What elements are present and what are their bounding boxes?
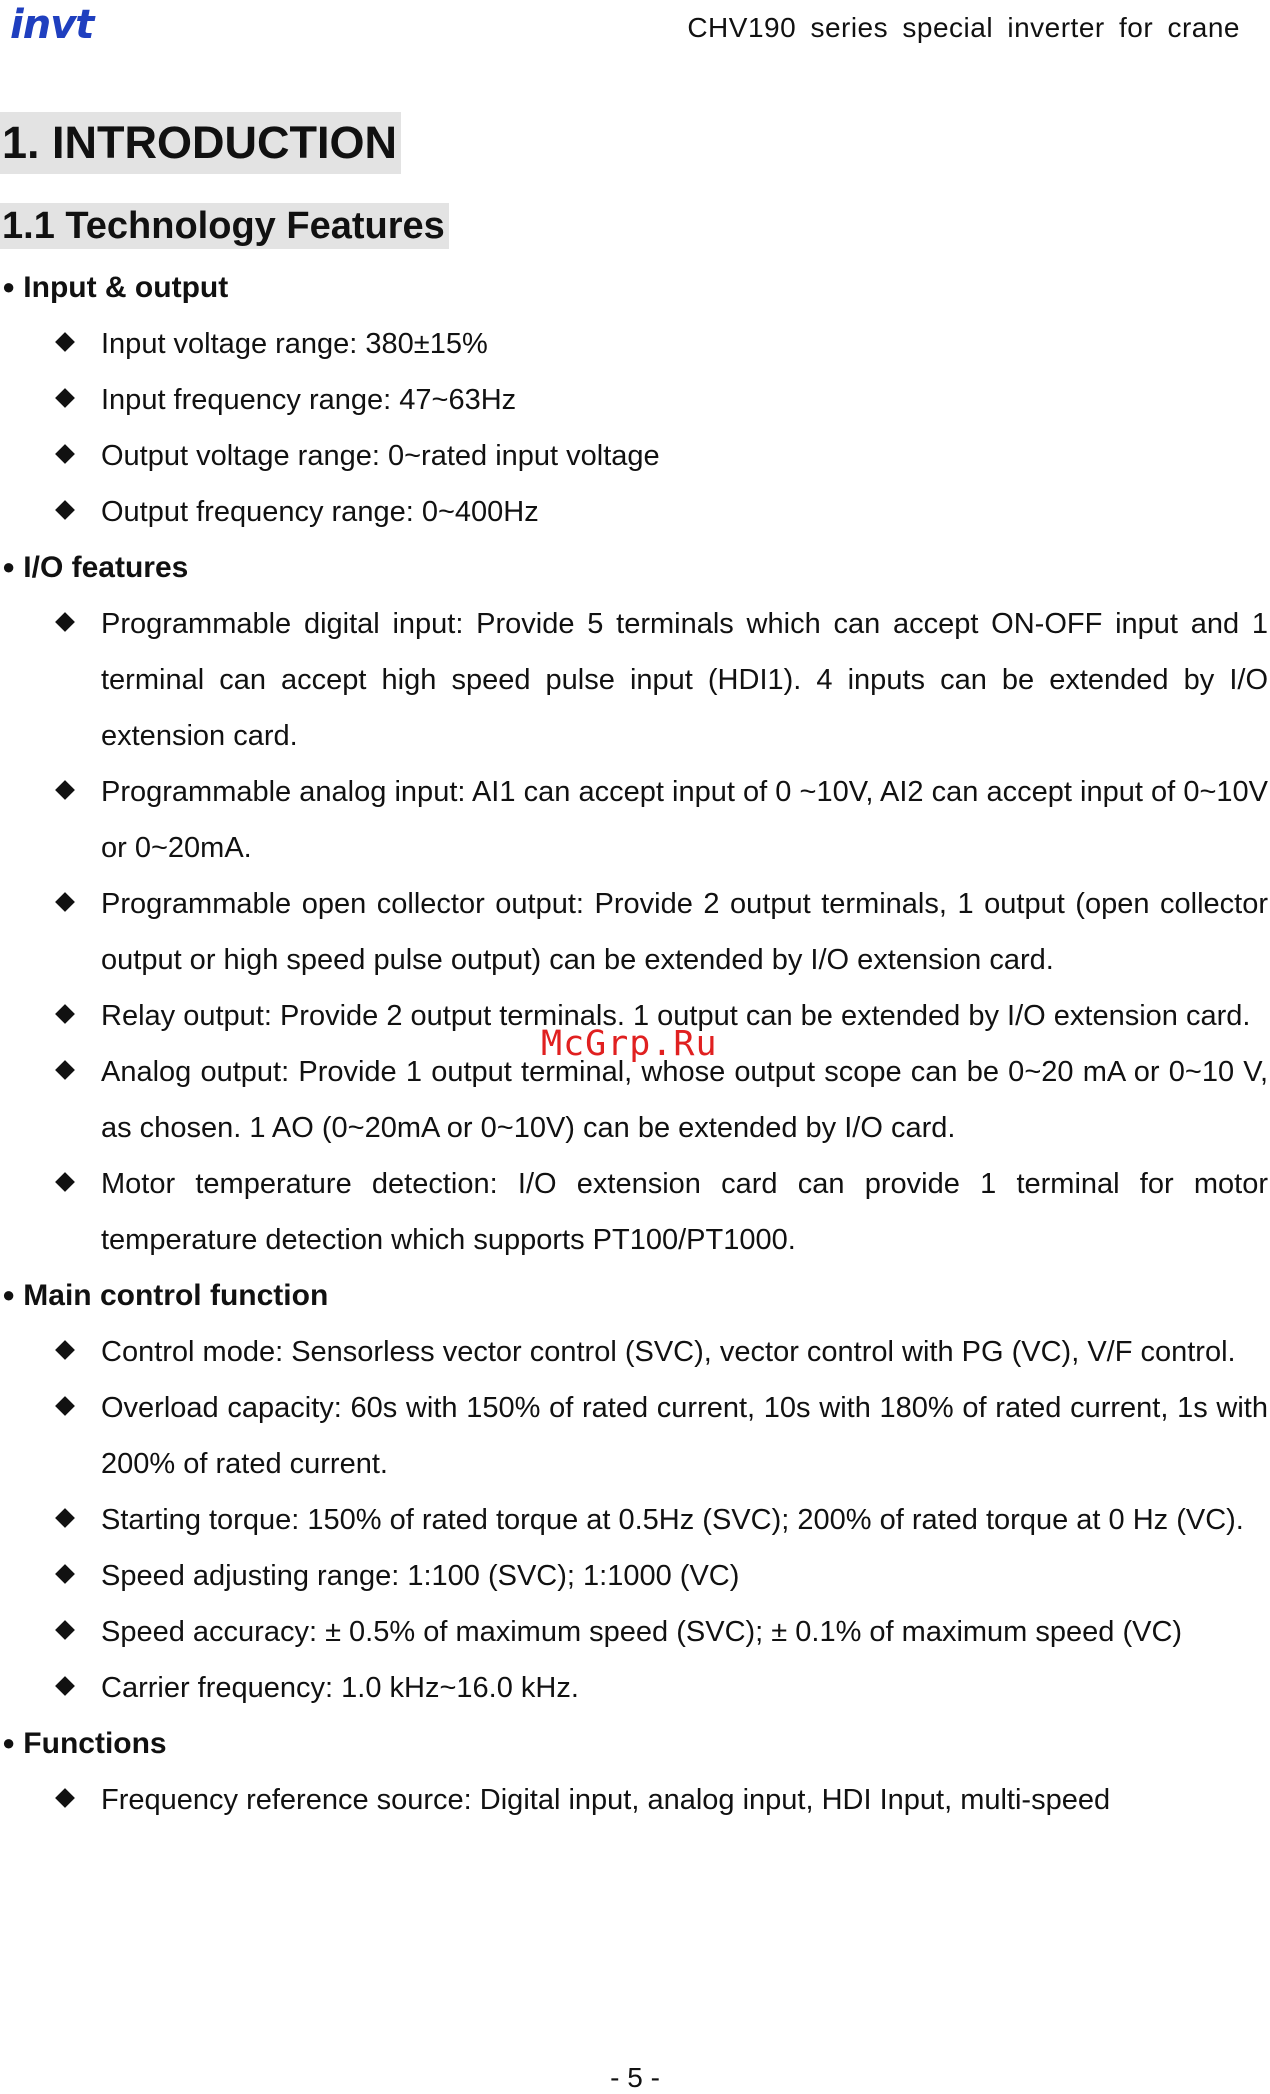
diamond-bullet-icon xyxy=(56,1621,74,1639)
feature-group-title xyxy=(0,1268,1268,1324)
diamond-bullet-icon xyxy=(56,1005,74,1023)
bullet-dot-icon: ● xyxy=(2,1730,16,1755)
feature-item-text: Speed accuracy: ± 0.5% of maximum speed (SVC); ± 0.1% of maximum speed (VC) xyxy=(101,1616,1183,1648)
diamond-bullet-icon xyxy=(56,613,74,631)
diamond-bullet-icon xyxy=(56,445,74,463)
diamond-bullet-icon xyxy=(56,333,74,351)
feature-item-text: Motor temperature detection: I/O extension card can provide 1 terminal for motor temperature detection which supports PT100/PT1000. xyxy=(101,1168,1268,1256)
feature-item-text: Starting torque: 150% of rated torque at 0.5Hz (SVC); 200% of rated torque at 0 Hz (VC). xyxy=(101,1504,1244,1536)
feature-group-label: Input & output xyxy=(23,271,229,304)
diamond-bullet-icon xyxy=(56,1509,74,1527)
bullet-dot-icon: ● xyxy=(2,554,16,579)
feature-item-text: Relay output: Provide 2 output terminals. 1 output can be extended by I/O extension card. xyxy=(101,1000,1251,1032)
section-title: 1.1 Technology Features xyxy=(0,203,449,249)
feature-item xyxy=(0,1660,1268,1716)
feature-item xyxy=(0,1492,1268,1548)
feature-item xyxy=(0,596,1268,764)
diamond-bullet-icon xyxy=(56,1397,74,1415)
feature-item-text: Control mode: Sensorless vector control (SVC), vector control with PG (VC), V/F control. xyxy=(101,1336,1236,1368)
diamond-bullet-icon xyxy=(56,1061,74,1079)
feature-item xyxy=(0,1156,1268,1268)
feature-item-text: Frequency reference source: Digital input, analog input, HDI Input, multi-speed xyxy=(101,1784,1111,1816)
feature-item-text: Speed adjusting range: 1:100 (SVC); 1:1000 (VC) xyxy=(101,1560,740,1592)
feature-item-text: Output voltage range: 0~rated input voltage xyxy=(101,440,660,472)
feature-item xyxy=(0,1548,1268,1604)
feature-item xyxy=(0,876,1268,988)
feature-item-text: Input voltage range: 380±15% xyxy=(101,328,488,360)
watermark: McGrp.Ru xyxy=(541,1024,718,1064)
bullet-dot-icon: ● xyxy=(2,274,16,299)
running-header: CHV190 series special inverter for crane xyxy=(687,12,1240,43)
page-number: - 5 - xyxy=(610,2062,660,2093)
feature-group-title xyxy=(0,1716,1268,1772)
invt-logo: invt xyxy=(10,2,94,48)
diamond-bullet-icon xyxy=(56,1677,74,1695)
feature-item xyxy=(0,1324,1268,1380)
feature-item xyxy=(0,1772,1268,1828)
feature-group-label: Functions xyxy=(23,1727,167,1760)
feature-item-text: Output frequency range: 0~400Hz xyxy=(101,496,539,528)
feature-item-text: Programmable open collector output: Provide 2 output terminals, 1 output (open collector output or high speed pulse output) can be extended by I/O extension card. xyxy=(101,888,1268,976)
bullet-dot-icon: ● xyxy=(2,1282,16,1307)
feature-item-text: Programmable analog input: AI1 can accept input of 0 ~10V, AI2 can accept input of 0~10V or 0~20mA. xyxy=(101,776,1268,864)
feature-item xyxy=(0,1380,1268,1492)
diamond-bullet-icon xyxy=(56,781,74,799)
feature-item xyxy=(0,372,1268,428)
feature-item xyxy=(0,428,1268,484)
feature-group-title xyxy=(0,540,1268,596)
feature-item-text: Carrier frequency: 1.0 kHz~16.0 kHz. xyxy=(101,1672,579,1704)
diamond-bullet-icon xyxy=(56,1789,74,1807)
diamond-bullet-icon xyxy=(56,501,74,519)
feature-item xyxy=(0,1604,1268,1660)
feature-item xyxy=(0,316,1268,372)
feature-group-label: I/O features xyxy=(23,551,189,584)
feature-item-text: Analog output: Provide 1 output terminal, whose output scope can be 0~20 mA or 0~10 V, as chosen. 1 AO (0~20mA or 0~10V) can be extended by I/O card. xyxy=(101,1056,1268,1144)
diamond-bullet-icon xyxy=(56,1341,74,1359)
feature-item-text: Overload capacity: 60s with 150% of rated current, 10s with 180% of rated current, 1s with 200% of rated current. xyxy=(101,1392,1268,1480)
feature-item xyxy=(0,764,1268,876)
feature-item-text: Programmable digital input: Provide 5 terminals which can accept ON-OFF input and 1 terminal can accept high speed pulse input (HDI1). 4 inputs can be extended by I/O extension card. xyxy=(101,608,1268,752)
feature-item-text: Input frequency range: 47~63Hz xyxy=(101,384,517,416)
chapter-title: 1. INTRODUCTION xyxy=(0,112,401,174)
diamond-bullet-icon xyxy=(56,893,74,911)
feature-group-label: Main control function xyxy=(23,1279,329,1312)
diamond-bullet-icon xyxy=(56,1173,74,1191)
feature-item xyxy=(0,484,1268,540)
diamond-bullet-icon xyxy=(56,389,74,407)
diamond-bullet-icon xyxy=(56,1565,74,1583)
feature-group-title xyxy=(0,260,1268,316)
